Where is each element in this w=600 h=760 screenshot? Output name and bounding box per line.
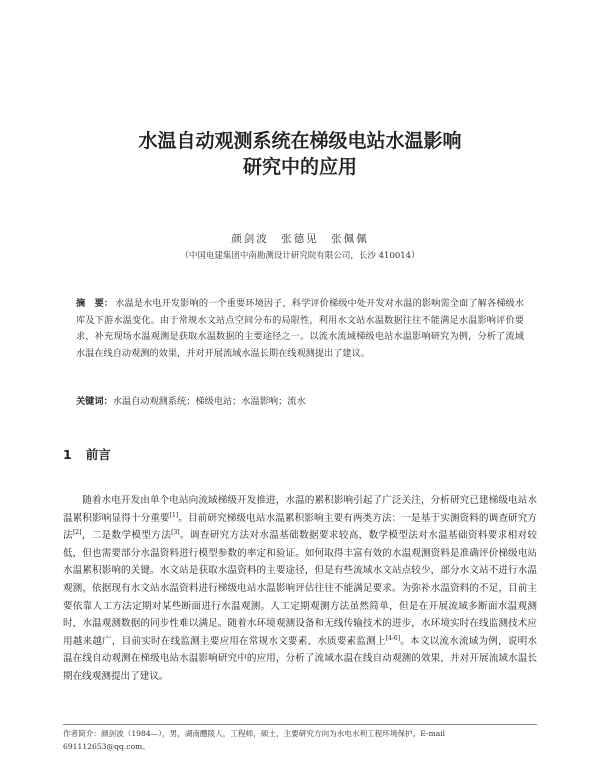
citation: [2] — [72, 529, 82, 536]
abstract-text: 水温是水电开发影响的一个重要环境因子，科学评价梯级中处开发对水温的影响需全面了解各梯级水库及下游水温变化。由于常规水文站点空间分布的局限性，利用水文站水温数据往往不能满足水温影响评价要求，补充现场水温观测是获取水温数据的主要途径之一。以流水流域梯级电站水温影响研究为例，分析了流域水温在线自动观测的效果，并对开展流域水温长期在线观测提出了建议。 — [76, 298, 525, 359]
body-segment: 。调查研究方法对水温基础数据要求较高，数学模型法对水温基础资料要求相对较低，但也需要部分水温资料进行模型参数的率定和验证。如何取得丰富有效的水温观测资料是准确评价梯级电站水温累积影响的关键。水文站是获取水温资料的主要途径，但是有些流域水文站点较少，部分水文站不进行水温观测，依据现有水文站水温资料进行梯级电站水温影响评估往往不能满足要求。为弥补水温资料的不足，目前主要依靠人工方法定期对某些断面进行水温观测。人工定期观测方法虽然简单，但是在开展流域多断面水温观测时，水温观测数据的同步性难以满足。随着水环境观测设备和无线传输技术的进步，水环境实时在线监测技术应用越来越广，目前实时在线监测主要应用在常规水文要素、水质要素监测上 — [63, 530, 538, 647]
body-segment: 随着水电开发由单个电站向流域梯级开发推进，水温的累积影响引起了广泛关注，分析研究已建梯级电站水温累积影响显得十分重要 — [63, 495, 537, 524]
footnote-line-2: 691112653@qq.com。 — [63, 742, 150, 751]
keywords-label: 关键词： — [76, 396, 113, 407]
abstract-label: 摘 要： — [76, 298, 114, 309]
affiliation: （中国电建集团中南勘测设计研究院有限公司，长沙 410014） — [180, 251, 420, 261]
section-heading-introduction — [63, 445, 111, 463]
section-title: 前言 — [85, 447, 111, 462]
body-paragraph — [63, 492, 537, 686]
footnote-divider — [63, 724, 537, 725]
body-segment: 。目前研究梯级电站水温累积影响主要有两类方法：一是基于实测资料的调查研究方法 — [63, 512, 538, 542]
paper-title — [60, 128, 540, 180]
title-line-2: 研究中的应用 — [242, 156, 357, 178]
abstract — [76, 296, 524, 362]
body-text — [63, 492, 537, 686]
footnote-line-1: 作者简介：颜剑波（1984—），男，湖南醴陵人，工程师，硕士，主要研究方向为水电水利工程环境保护。E-mail — [63, 729, 446, 738]
body-segment: ，二是数学模型方法 — [81, 530, 172, 542]
section-number: 1 — [63, 447, 72, 462]
citation: [1] — [169, 511, 179, 519]
keywords — [76, 394, 524, 410]
citation: [3] — [171, 529, 180, 536]
keywords-text: 水温自动观测系统；梯级电站；水温影响；流水 — [112, 396, 306, 407]
body-segment: 。本文以流水流域为例，说明水温在线自动观测在梯级电站水温影响研究中的应用，分析了流域水温在线自动观测的效果，并对开展流域水温长期在线观测提出了建议。 — [63, 635, 538, 682]
authors: 颜剑波 张德见 张佩佩 — [231, 233, 369, 245]
citation: [4-6] — [385, 634, 401, 642]
title-line-1: 水温自动观测系统在梯级电站水温影响 — [138, 130, 462, 152]
author-footnote — [63, 727, 537, 753]
